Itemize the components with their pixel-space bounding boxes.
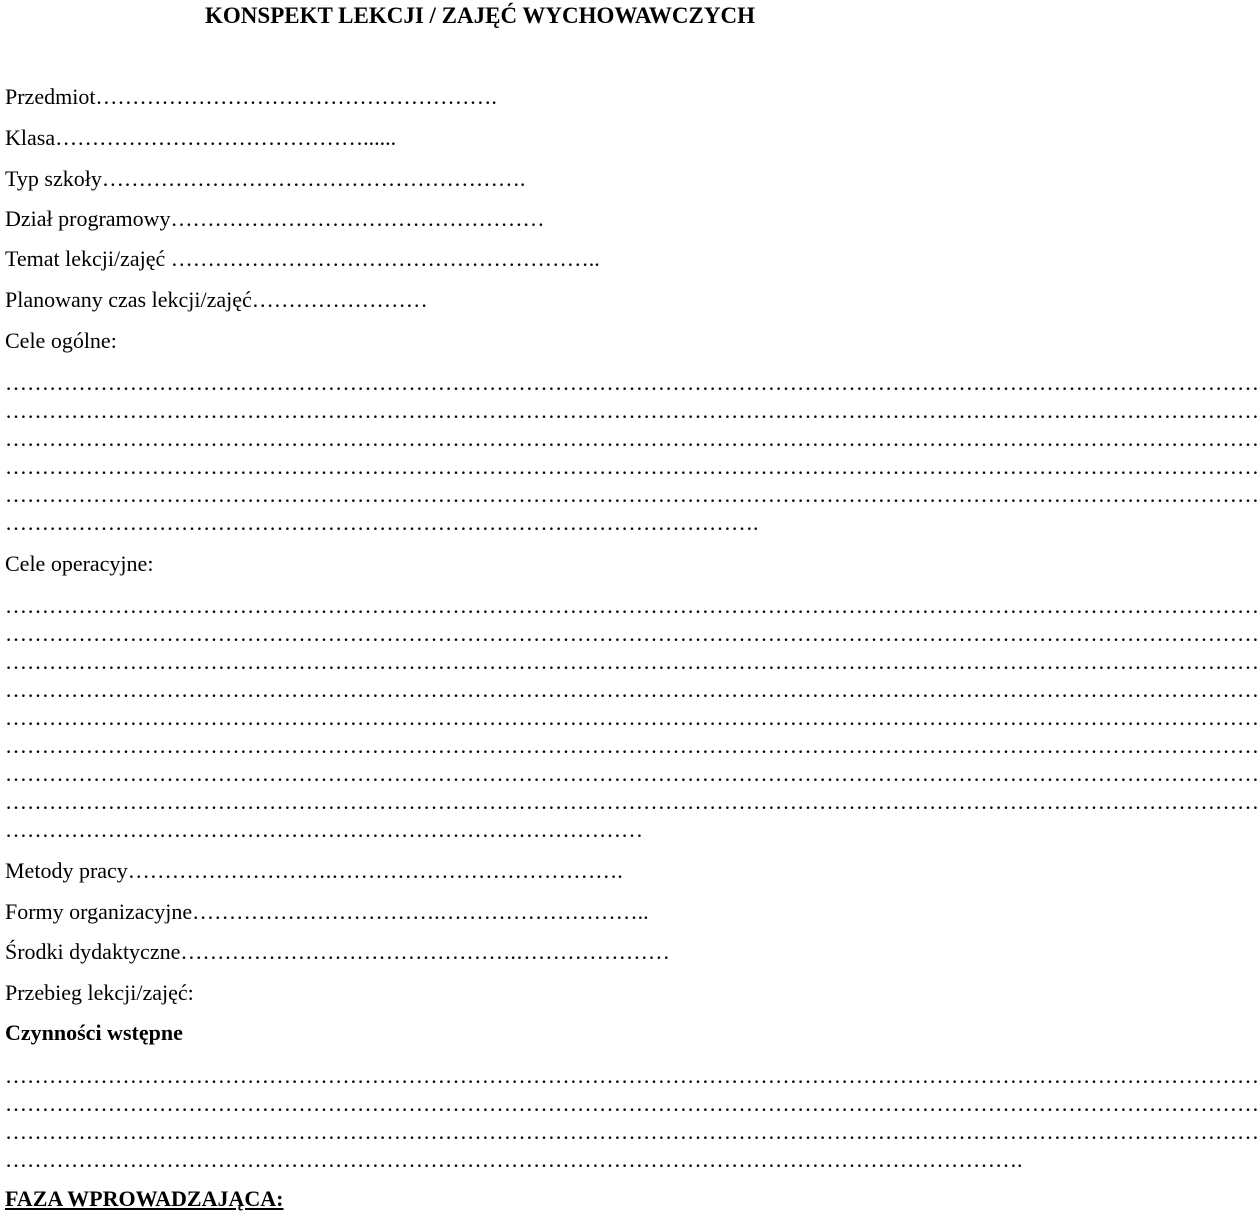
czynnosci-line: ………………………………………………………………………………………………………………………………………………………: [5, 1119, 1259, 1144]
cele-operacyjne-line: ………………………………………………………………………………………………………………………………………………………: [5, 649, 1259, 674]
czynnosci-line: ………………………………………………………………………………………………………………………….: [5, 1147, 1023, 1172]
field-srodki-dydaktyczne: Środki dydaktyczne……………………………………….…………………: [5, 939, 670, 964]
cele-operacyjne-line: ………………………………………………………………………………………………………………………………………………………: [5, 705, 1259, 730]
cele-ogolne-line: ………………………………………………………………………………………………………………………………………………………: [5, 454, 1259, 479]
cele-ogolne-line: ………………………………………………………………………………………………………………………………………………………: [5, 370, 1259, 395]
field-dzial-programowy: Dział programowy……………………………………………: [5, 206, 545, 231]
cele-operacyjne-line: ………………………………………………………………………………………………………………………………………………………: [5, 789, 1259, 814]
field-przedmiot: Przedmiot……………………………………………….: [5, 84, 497, 109]
heading-czynnosci-wstepne: Czynności wstępne: [5, 1020, 183, 1045]
field-temat: Temat lekcji/zajęć …………………………………………………..: [5, 246, 600, 271]
label-cele-ogolne: Cele ogólne:: [5, 328, 117, 353]
cele-operacyjne-line: ………………………………………………………………………………………………………………………………………………………: [5, 677, 1259, 702]
heading-faza-wprowadzajaca: FAZA WPROWADZAJĄCA:: [5, 1186, 284, 1211]
cele-operacyjne-line: ………………………………………………………………………………………………………………………………………………………: [5, 761, 1259, 786]
cele-operacyjne-line: ……………………………………………………………………………: [5, 817, 643, 842]
cele-ogolne-line: ………………………………………………………………………………………….: [5, 510, 759, 535]
cele-ogolne-line: ………………………………………………………………………………………………………………………………………………………: [5, 426, 1259, 451]
label-przebieg: Przebieg lekcji/zajęć:: [5, 980, 194, 1005]
cele-ogolne-line: ………………………………………………………………………………………………………………………………………………………: [5, 482, 1259, 507]
label-cele-operacyjne: Cele operacyjne:: [5, 551, 154, 576]
cele-operacyjne-line: ………………………………………………………………………………………………………………………………………………………: [5, 621, 1259, 646]
czynnosci-line: ………………………………………………………………………………………………………………………………………………………: [5, 1063, 1259, 1088]
cele-operacyjne-line: ………………………………………………………………………………………………………………………………………………………: [5, 593, 1259, 618]
document-title: KONSPEKT LEKCJI / ZAJĘĆ WYCHOWAWCZYCH: [205, 3, 755, 28]
cele-ogolne-line: ………………………………………………………………………………………………………………………………………………………: [5, 398, 1259, 423]
field-klasa: Klasa……………………………………......: [5, 125, 397, 150]
field-formy-organizacyjne: Formy organizacyjne…………………………….………………………..: [5, 899, 649, 924]
czynnosci-line: ………………………………………………………………………………………………………………………………………………………: [5, 1091, 1259, 1116]
field-czas: Planowany czas lekcji/zajęć……………………: [5, 287, 428, 312]
cele-operacyjne-line: ………………………………………………………………………………………………………………………………………………………: [5, 733, 1259, 758]
field-typ-szkoly: Typ szkoły………………………………………………….: [5, 166, 526, 191]
field-metody-pracy: Metody pracy……………………….………………………………….: [5, 858, 623, 883]
